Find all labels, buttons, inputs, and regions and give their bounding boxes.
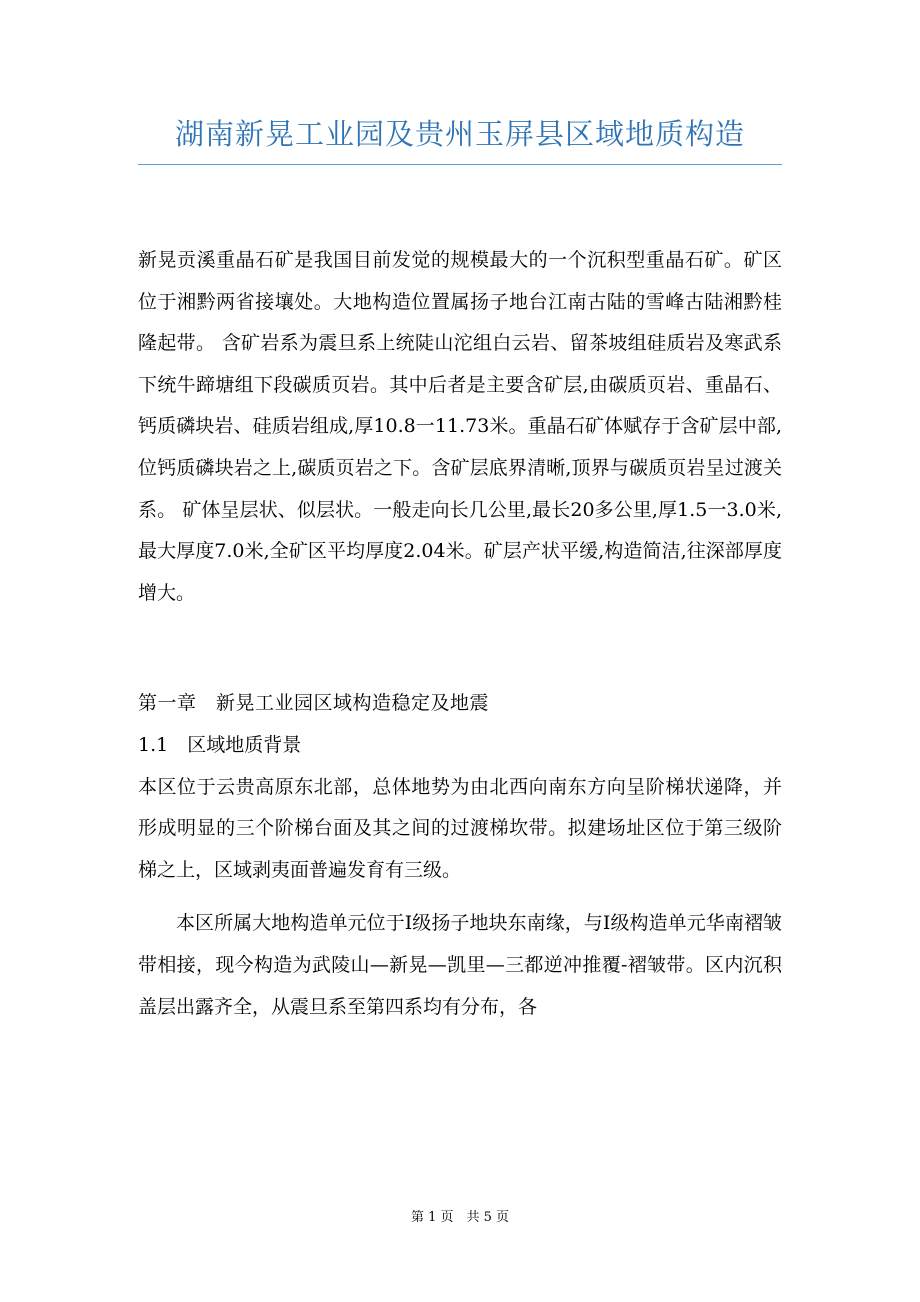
page-number-label: 第 1 页 共 5 页: [410, 1210, 510, 1225]
document-title: 湖南新晃工业园及贵州玉屏县区域地质构造: [174, 117, 745, 151]
section-heading: 1.1 区域地质背景: [138, 733, 302, 756]
chapter-heading: 第一章 新晃工业园区域构造稳定及地震: [138, 692, 490, 715]
intro-paragraph: 新晃贡溪重晶石矿是我国目前发觉的规模最大的一个沉积型重晶石矿。矿区位于湘黔两省接壤处。大地构造位置属扬子地台江南古陆的雪峰古陆湘黔桂隆起带。 含矿岩系为震旦系上统陡山沱组白云岩、留茶坡组硅质岩及寒武系下统牛蹄塘组下段碳质页岩。其中后者是主要含矿层,由碳质页岩、重晶石、钙质磷块岩、硅质岩组成,厚10.8一11.73米。重晶石矿体赋存于含矿层中部,位钙质磷块岩之上,碳质页岩之下。含矿层底界清晰,顶界与碳质页岩呈过渡关系。 矿体呈层状、似层状。一般走向长几公里,最长20多公里,厚1.5一3.0米,最大厚度7.0米,全矿区平均厚度2.04米。矿层产状平缓,构造简洁,往深部厚度增大。: [138, 249, 782, 604]
body-paragraph-1: 本区位于云贵高原东北部，总体地势为由北西向南东方向呈阶梯状递降，并形成明显的三个阶梯台面及其之间的过渡梯坎带。拟建场址区位于第三级阶梯之上，区域剥夷面普遍发育有三级。: [138, 775, 782, 881]
document-body: [138, 240, 782, 1028]
title-underline: [138, 164, 782, 165]
body-paragraph-2: 本区所属大地构造单元位于Ⅰ级扬子地块东南缘，与Ⅰ级构造单元华南褶皱带相接，现今构造为武陵山—新晃—凯里—三都逆冲推覆-褶皱带。区内沉积盖层出露齐全，从震旦系至第四系均有分布，各: [138, 912, 782, 1018]
page-footer: [0, 1206, 920, 1225]
